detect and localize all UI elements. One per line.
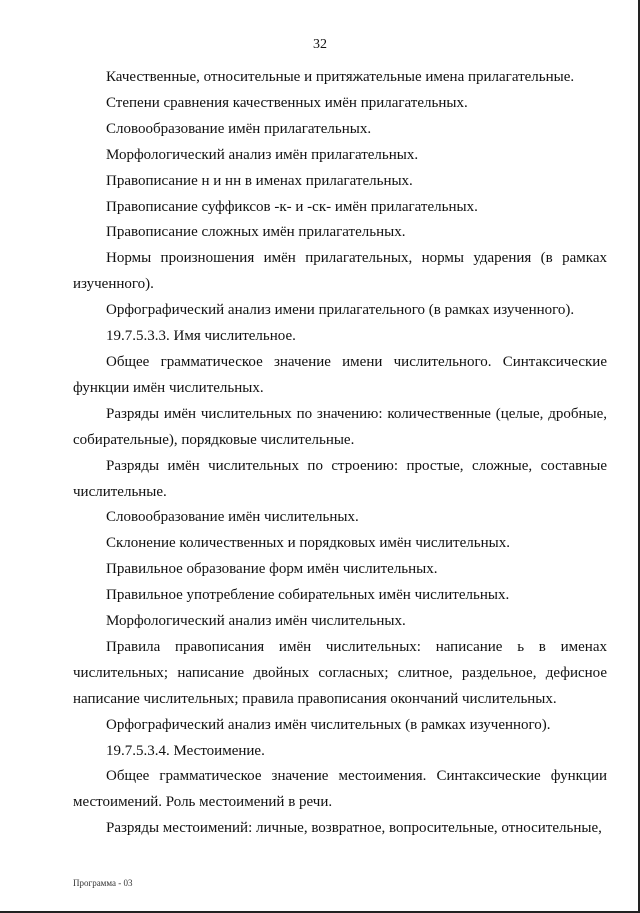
paragraph: Правописание сложных имён прилагательных. — [106, 224, 406, 241]
paragraph: Качественные, относительные и притяжательные имена прилагательные. — [106, 69, 575, 85]
paragraph: Словообразование имён числительных. — [106, 509, 359, 526]
paragraph: Общее грамматическое значение имени числительного. Синтаксические функции имён числительных. — [73, 353, 607, 396]
paragraph: Разряды имён числительных по значению: количественные (целые, дробные, собирательные), порядковые числительные. — [73, 405, 607, 448]
paragraph: Разряды имён числительных по строению: простые, сложные, составные числительные. — [73, 457, 607, 500]
paragraph: Словообразование имён прилагательных. — [106, 120, 372, 137]
paragraph: Правописание суффиксов -к- и -ск- имён прилагательных. — [106, 198, 478, 215]
paragraph: Склонение количественных и порядковых имён числительных. — [106, 535, 510, 552]
page-footer: Программа - 03 — [73, 878, 133, 888]
section-heading: 19.7.5.3.4. Местоимение. — [106, 742, 265, 759]
paragraph: Разряды местоимений: личные, возвратное, вопросительные, относительные, — [106, 820, 602, 837]
paragraph: Правильное образование форм имён числительных. — [106, 561, 438, 578]
paragraph: Орфографический анализ имени прилагательного (в рамках изученного). — [106, 302, 575, 319]
paragraph: Морфологический анализ имён прилагательных. — [106, 146, 419, 163]
paragraph: Орфографический анализ имён числительных (в рамках изученного). — [106, 716, 551, 733]
paragraph: Правила правописания имён числительных: написание ь в именах числительных; написание двойных согласных; слитное, раздельное, дефисное написание числительных; правила правописания окончаний числительных. — [73, 638, 607, 707]
paragraph: Степени сравнения качественных имён прилагательных. — [106, 94, 468, 111]
paragraph: Правописание н и нн в именах прилагательных. — [106, 172, 413, 189]
paragraph: Общее грамматическое значение местоимения. Синтаксические функции местоимений. Роль местоимений в речи. — [73, 768, 607, 811]
paragraph: Морфологический анализ имён числительных. — [106, 613, 406, 630]
section-heading: 19.7.5.3.3. Имя числительное. — [106, 328, 296, 345]
paragraph: Нормы произношения имён прилагательных, нормы ударения (в рамках изученного). — [73, 250, 607, 293]
page-number: 32 — [313, 37, 327, 52]
paragraph: Правильное употребление собирательных имён числительных. — [106, 587, 510, 604]
body-text — [73, 65, 607, 842]
